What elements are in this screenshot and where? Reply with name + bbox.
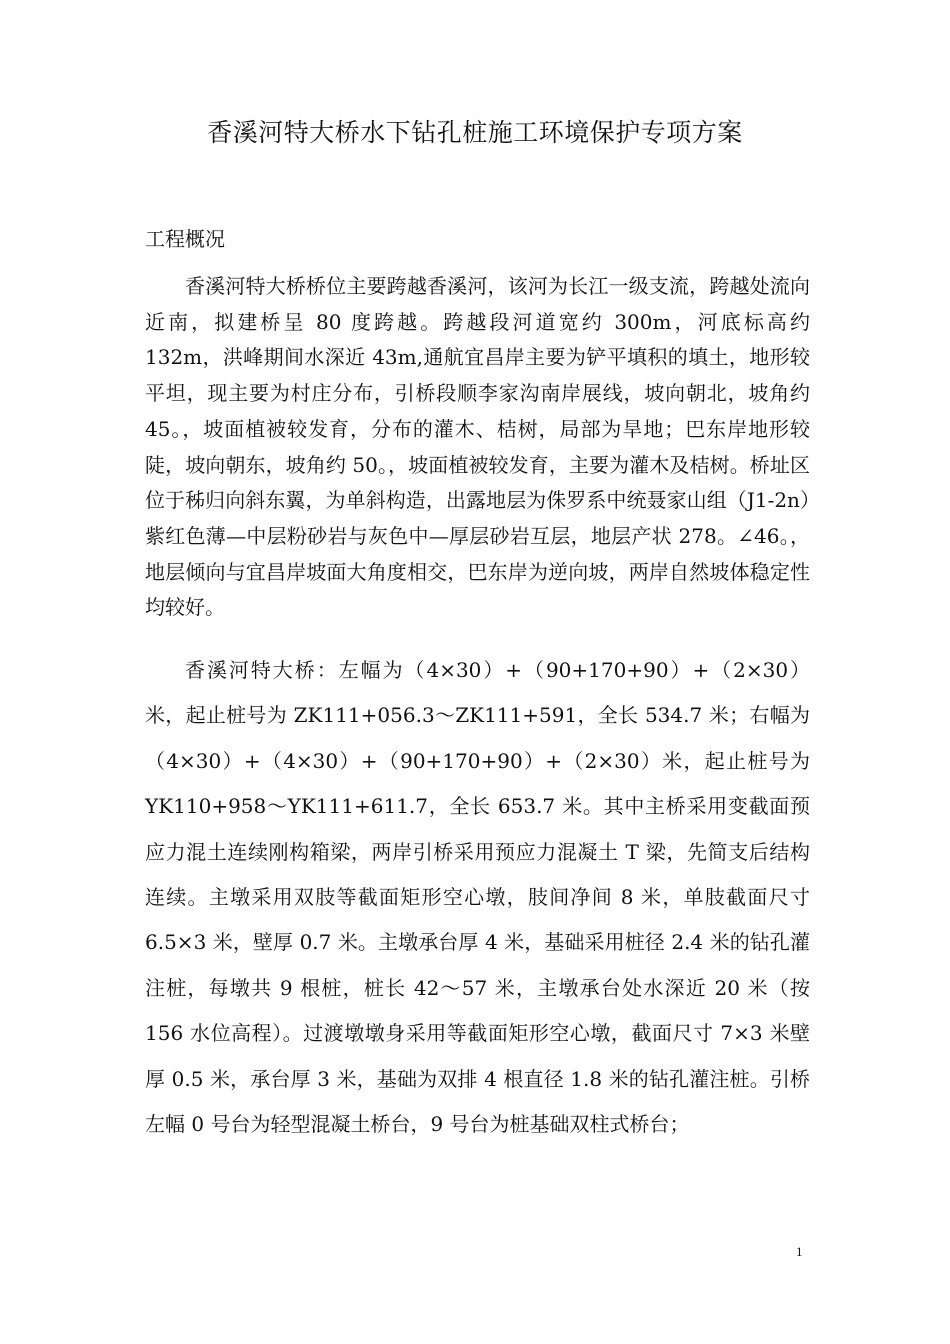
section-heading: 工程概况 bbox=[145, 227, 225, 251]
page-number: 1 bbox=[796, 1244, 803, 1259]
paragraph-overview: 香溪河特大桥桥位主要跨越香溪河，该河为长江一级支流，跨越处流向近南，拟建桥呈 80 度跨越。跨越段河道宽约 300m，河底标高约 132m，洪峰期间水深近 43m,通航宜昌岸主要为铲平填积的填土，地形较平坦，现主要为村庄分布，引桥段顺李家沟南岸展线，坡向朝北，坡角约 45。，坡面植被较发育，分布的灌木、桔树，局部为旱地；巴东岸地形较陡，坡向朝东，坡角约 50。，坡面植被较发育，主要为灌木及桔树。桥址区位于秭归向斜东翼，为单斜构造，出露地层为侏罗系中统聂家山组（J1-2n）紫红色薄—中层粉砂岩与灰色中—厚层砂岩互层，地层产状 278。∠46。，地层倾向与宜昌岸坡面大角度相交，巴东岸为逆向坡，两岸自然坡体稳定性均较好。 bbox=[145, 274, 810, 620]
document-title: 香溪河特大桥水下钻孔桩施工环境保护专项方案 bbox=[207, 118, 743, 147]
paragraph-bridge-specs: 香溪河特大桥：左幅为（4×30）+（90+170+90）+（2×30）米，起止桩号为 ZK111+056.3～ZK111+591，全长 534.7 米；右幅为（4×30）+（4×30）+（90+170+90）+（2×30）米，起止桩号为 YK110+958～YK111+611.7，全长 653.7 米。其中主桥采用变截面预应力混土连续刚构箱梁，两岸引桥采用预应力混凝土 T 梁，先简支后结构连续。主墩采用双肢等截面矩形空心墩，肢间净间 8 米，单肢截面尺寸 6.5×3 米，壁厚 0.7 米。主墩承台厚 4 米，基础采用桩径 2.4 米的钻孔灌注桩，每墩共 9 根桩，桩长 42～57 米，主墩承台处水深近 20 米（按 156 水位高程）。过渡墩墩身采用等截面矩形空心墩，截面尺寸 7×3 米壁厚 0.5 米，承台厚 3 米，基础为双排 4 根直径 1.8 米的钻孔灌注桩。引桥左幅 0 号台为轻型混凝土桥台，9 号台为桩基础双柱式桥台； bbox=[145, 658, 810, 1137]
